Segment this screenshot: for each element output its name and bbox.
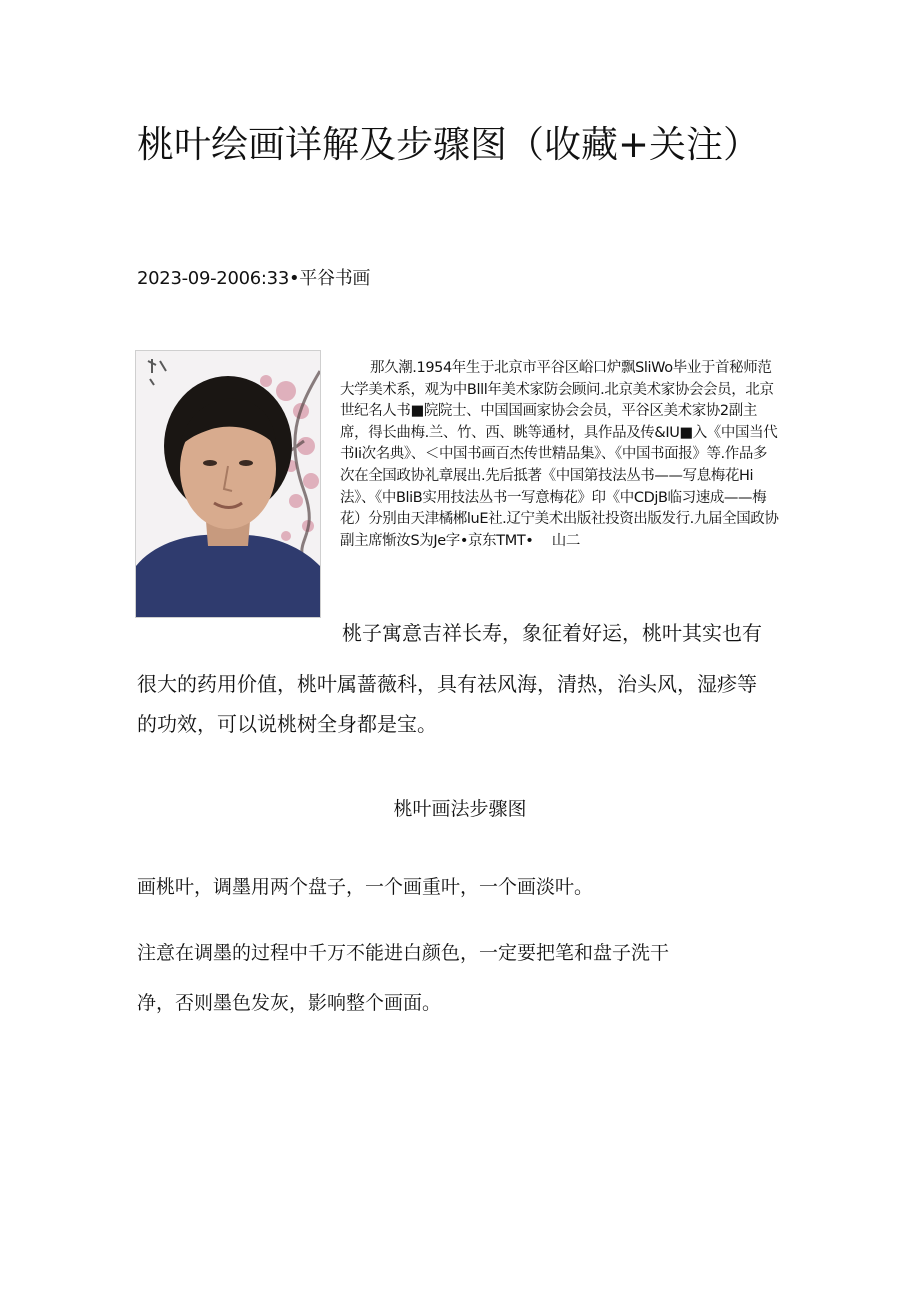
paragraph-intro-line1: 桃子寓意吉祥长寿，象征着好运，桃叶其实也有 bbox=[342, 621, 762, 645]
section-subtitle: 桃叶画法步骤图 bbox=[393, 798, 527, 820]
paragraph-intro bbox=[137, 668, 797, 748]
author-bio: 那久潮.1954年生于北京市平谷区峪口炉飘SliWo毕业于首秘师范大学美术系，观为中Blll年美术家防会顾问.北京美术家协会会员，北京世纪名人书■院院士、中国国画家协会会员，平谷区美术家协2副主席，得长曲梅.兰、竹、西、眺等通材，具作品及传&IU■入《中国当代书Ii次名典》、＜中国书画百杰传世精品集》、《中国书面报》等.作品多次在全国政协礼章展出.先后抵著《中国第技法丛书——写息梅花Hi法》、《中BliB实用技法丛书一写意梅花》印《中CDjB临习速成——梅花）分别由天津橘郴luE社.辽宁美术出版社投资出版发行.九届全国政协副主席惭汝S为Je字•京东TMT• 山二 bbox=[340, 360, 779, 549]
paragraph-step2-line1: 注意在调墨的过程中千万不能进白颜色，一定要把笔和盘子洗干 bbox=[137, 942, 670, 964]
paragraph-intro-line2: 很大的药用价值，桃叶属蔷薇科，具有祛风海，清热，治头风，湿疹等 bbox=[137, 672, 757, 696]
article-meta: 2023-09-2006:33•平谷书画 bbox=[137, 268, 371, 289]
paragraph-step2-line2: 净，否则墨色发灰，影响整个画面。 bbox=[137, 992, 442, 1014]
paragraph-intro-line3: 的功效，可以说桃树全身都是宝。 bbox=[137, 712, 437, 736]
paragraph-step1: 画桃叶，调墨用两个盘子，一个画重叶，一个画淡叶。 bbox=[137, 876, 594, 898]
author-photo bbox=[135, 350, 321, 618]
paragraph-step2 bbox=[137, 938, 777, 1038]
article-title: 桃叶绘画详解及步骤图（收藏+关注） bbox=[137, 123, 761, 166]
